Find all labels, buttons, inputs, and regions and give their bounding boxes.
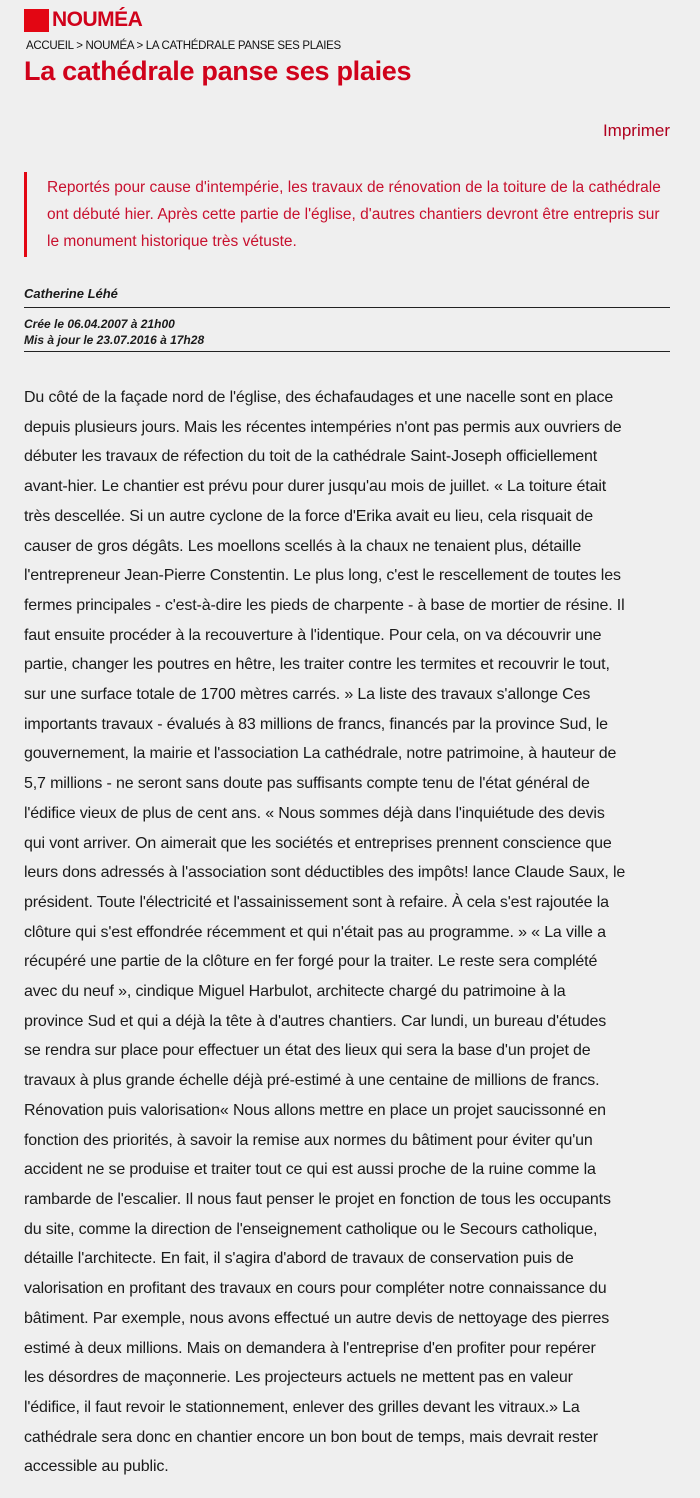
body-line: valorisation en profitant des travaux en cours pour compléter notre connaissance du bbox=[24, 1280, 607, 1298]
body-line: province Sud et qui a déjà la tête à d'autres chantiers. Car lundi, un bureau d'études bbox=[24, 1012, 607, 1030]
body-line: débuter les travaux de réfection du toit de la cathédrale Saint-Joseph officiellement bbox=[24, 448, 598, 466]
body-line: les désordres de maçonnerie. Les projecteurs actuels ne mettent pas en valeur bbox=[24, 1369, 573, 1387]
body-line: récupéré une partie de la clôture en fer forgé pour la traiter. Le reste sera complété bbox=[24, 953, 598, 971]
article-lead: Reportés pour cause d'intempérie, les travaux de rénovation de la toiture de la cathédrale ont débuté hier. Après cette partie de l'église, d'autres chantiers devront être entrepris sur le monument historique très vétuste. bbox=[24, 172, 667, 257]
body-line: Du côté de la façade nord de l'église, des échafaudages et une nacelle sont en place bbox=[24, 389, 614, 406]
section-square-icon bbox=[24, 9, 49, 32]
body-line: gouvernement, la mairie et l'association La cathédrale, notre patrimoine, à hauteur de bbox=[24, 745, 617, 763]
body-line: l'édifice vieux de plus de cent ans. « Nous sommes déjà dans l'inquiétude des devis bbox=[24, 804, 605, 822]
body-line: importants travaux - évalués à 83 millions de francs, financés par la province Sud, le bbox=[24, 715, 608, 733]
body-line: avant-hier. Le chantier est prévu pour durer jusqu'au mois de juillet. « La toiture était bbox=[24, 478, 607, 496]
print-link[interactable]: Imprimer bbox=[602, 121, 670, 140]
article-body bbox=[24, 383, 625, 1482]
body-line: l'entrepreneur Jean-Pierre Constentin. Le plus long, c'est le rescellement de toutes les bbox=[24, 567, 621, 585]
updated-date: Mis à jour le 23.07.2016 à 17h28 bbox=[24, 333, 205, 347]
created-date: Crée le 06.04.2007 à 21h00 bbox=[24, 317, 175, 331]
body-line: cathédrale sera donc en chantier encore un bon bout de temps, mais devrait rester bbox=[24, 1428, 598, 1446]
body-line: partie, changer les poutres en hêtre, les traiter contre les termites et recouvrir le tout, bbox=[24, 656, 610, 674]
body-line: détaille l'architecte. En fait, il s'agira d'abord de travaux de conservation puis de bbox=[24, 1250, 574, 1268]
divider bbox=[24, 351, 670, 352]
body-line: du site, comme la direction de l'enseignement catholique ou le Secours catholique, bbox=[24, 1220, 598, 1238]
breadcrumb[interactable]: ACCUEIL > NOUMÉA > LA CATHÉDRALE PANSE SES PLAIES bbox=[26, 40, 341, 52]
body-line: se rendra sur place pour effectuer un état des lieux qui sera la base d'un projet de bbox=[24, 1042, 591, 1060]
section-label: NOUMÉA bbox=[52, 8, 143, 31]
body-line: travaux à plus grande échelle déjà pré-estimé à une centaine de millions de francs. bbox=[24, 1072, 600, 1090]
body-line: estimé à deux millions. Mais on demandera à l'entreprise d'en profiter pour repérer bbox=[24, 1339, 596, 1357]
divider bbox=[24, 307, 670, 308]
body-line: président. Toute l'électricité et l'assainissement sont à refaire. À cela s'est rajoutée la bbox=[24, 893, 609, 911]
body-line: accident ne se produise et traiter tout ce qui est aussi proche de la ruine comme la bbox=[24, 1161, 596, 1179]
body-line: avec du neuf », cindique Miguel Harbulot, architecte chargé du patrimoine à la bbox=[24, 983, 566, 1001]
body-line: causer de gros dégâts. Les moellons scellés à la chaux ne tenaient plus, détaille bbox=[24, 537, 582, 555]
article-dates bbox=[24, 316, 204, 348]
body-line: faut ensuite procéder à la recouverture à l'identique. Pour cela, on va découvrir une bbox=[24, 626, 602, 644]
body-line: sur une surface totale de 1700 mètres carrés. » La liste des travaux s'allonge Ces bbox=[24, 686, 591, 704]
body-line: leurs dons adressés à l'association sont déductibles des impôts! lance Claude Saux, le bbox=[24, 864, 626, 882]
body-line: Rénovation puis valorisation« Nous allons mettre en place un projet saucissonné en bbox=[24, 1101, 606, 1119]
section-header[interactable] bbox=[24, 8, 142, 32]
body-line: rambarde de l'escalier. Il nous faut penser le projet en fonction de tous les occupants bbox=[24, 1190, 611, 1208]
body-line: clôture qui s'est effondrée récemment et qui n'était pas au programme. » « La ville a bbox=[24, 923, 606, 941]
author-name: Catherine Léhé bbox=[24, 286, 118, 301]
body-line: qui vont arriver. On aimerait que les sociétés et entreprises prennent conscience que bbox=[24, 834, 612, 852]
body-line: depuis plusieurs jours. Mais les récentes intempéries n'ont pas permis aux ouvriers de bbox=[24, 418, 622, 436]
page-title: La cathédrale panse ses plaies bbox=[24, 56, 412, 86]
body-line: bâtiment. Par exemple, nous avons effectué un autre devis de nettoyage des pierres bbox=[24, 1309, 610, 1327]
body-line: accessible au public. bbox=[24, 1458, 169, 1476]
body-line: fermes principales - c'est-à-dire les pieds de charpente - à base de mortier de résine. Il bbox=[24, 596, 625, 614]
body-line: très descellée. Si un autre cyclone de la force d'Erika avait eu lieu, cela risquait de bbox=[24, 507, 593, 525]
body-line: fonction des priorités, à savoir la remise aux normes du bâtiment pour éviter qu'un bbox=[24, 1131, 593, 1149]
body-line: 5,7 millions - ne seront sans doute pas suffisants compte tenu de l'état général de bbox=[24, 775, 590, 793]
body-line: l'édifice, il faut revoir le stationnement, enlever des grilles devant les vitraux.» La bbox=[24, 1398, 580, 1416]
